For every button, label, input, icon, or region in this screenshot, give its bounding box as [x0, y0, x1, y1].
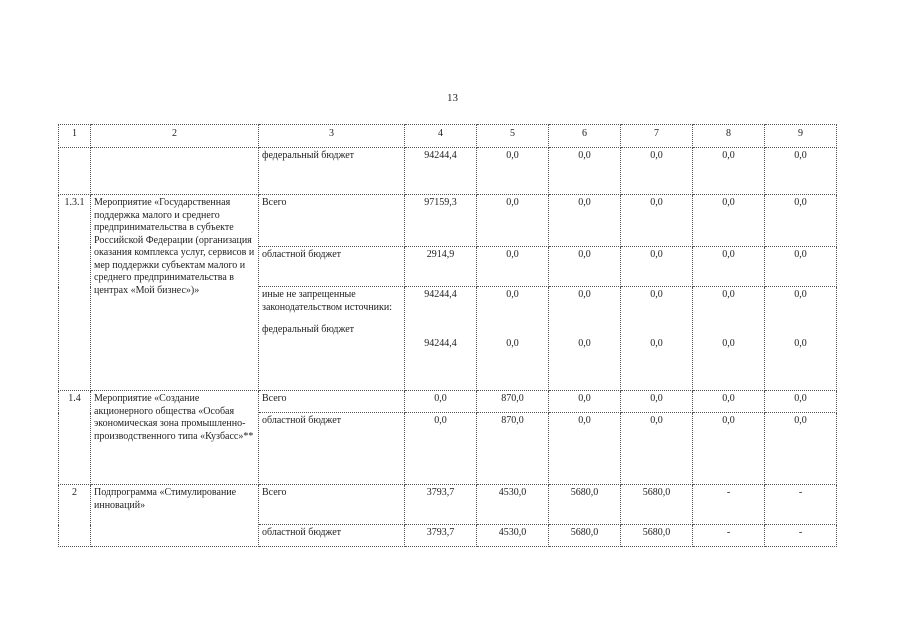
source-cell: Всего	[259, 485, 405, 525]
value-cell: 94244,4	[405, 148, 477, 195]
source-cell	[259, 287, 405, 391]
index-cell	[59, 148, 91, 195]
name-cell	[91, 148, 259, 195]
table-row	[59, 485, 837, 525]
value: 0,0	[506, 337, 519, 349]
value: 0,0	[722, 337, 735, 349]
value: 0,0	[650, 289, 663, 300]
index-cell: 1.3.1	[59, 195, 91, 391]
value-cell: 0,0	[549, 195, 621, 247]
value-cell: 5680,0	[621, 525, 693, 547]
header-cell: 3	[259, 125, 405, 148]
value: 0,0	[794, 337, 807, 349]
value-cell: 0,0	[693, 148, 765, 195]
header-cell: 9	[765, 125, 837, 148]
value-cell: 0,0	[549, 391, 621, 413]
header-cell: 8	[693, 125, 765, 148]
page-number: 13	[447, 92, 458, 104]
value-cell: -	[765, 525, 837, 547]
name-cell: Мероприятие «Государственная поддержка малого и среднего предпринимательства в субъекте Российской Федерации (организация оказания комплекса услуг, сервисов и мер поддержки субъектам малого и среднего предпринимательства в центрах «Мой бизнес»)»	[91, 195, 259, 391]
value-cell: 0,0	[405, 413, 477, 485]
table-row	[59, 148, 837, 195]
source-cell: областной бюджет	[259, 413, 405, 485]
header-cell: 6	[549, 125, 621, 148]
value-cell: -	[693, 525, 765, 547]
header-cell: 1	[59, 125, 91, 148]
value-cell: 3793,7	[405, 485, 477, 525]
value: 94244,4	[424, 337, 457, 349]
source-cell: областной бюджет	[259, 247, 405, 287]
value-cell: 0,0	[549, 148, 621, 195]
source-cell: Всего	[259, 391, 405, 413]
header-cell: 2	[91, 125, 259, 148]
value-cell: 0,0	[477, 195, 549, 247]
source-cell: областной бюджет	[259, 525, 405, 547]
value-cell	[621, 287, 693, 391]
value-cell: 0,0	[693, 391, 765, 413]
value-cell: 0,0	[621, 195, 693, 247]
value-cell: 0,0	[549, 247, 621, 287]
header-row	[59, 125, 837, 148]
value-cell: 5680,0	[549, 525, 621, 547]
index-cell: 1.4	[59, 391, 91, 485]
value-cell: -	[693, 485, 765, 525]
value: 94244,4	[424, 289, 457, 300]
value: 0,0	[578, 337, 591, 349]
value-cell	[477, 287, 549, 391]
value-cell	[405, 287, 477, 391]
value-cell: 4530,0	[477, 485, 549, 525]
value-cell: 0,0	[765, 148, 837, 195]
value-cell: 97159,3	[405, 195, 477, 247]
value-cell: 0,0	[621, 391, 693, 413]
value-cell	[765, 287, 837, 391]
value-cell: 0,0	[477, 247, 549, 287]
value: 0,0	[794, 289, 807, 300]
value-cell: 0,0	[765, 391, 837, 413]
value-cell: 870,0	[477, 413, 549, 485]
value: 0,0	[578, 289, 591, 300]
value-cell	[549, 287, 621, 391]
value-cell: 2914,9	[405, 247, 477, 287]
value-cell	[693, 287, 765, 391]
value-cell: 4530,0	[477, 525, 549, 547]
value-cell: 0,0	[693, 195, 765, 247]
name-cell: Подпрограмма «Стимулирование инноваций»	[91, 485, 259, 547]
value-cell: 3793,7	[405, 525, 477, 547]
source-sublabel: федеральный бюджет	[262, 324, 355, 335]
header-cell: 4	[405, 125, 477, 148]
source-cell: Всего	[259, 195, 405, 247]
header-cell: 5	[477, 125, 549, 148]
value-cell: 0,0	[549, 413, 621, 485]
value-cell: -	[765, 485, 837, 525]
value-cell: 0,0	[693, 413, 765, 485]
value: 0,0	[506, 289, 519, 300]
index-cell: 2	[59, 485, 91, 547]
value-cell: 0,0	[621, 413, 693, 485]
value-cell: 0,0	[693, 247, 765, 287]
name-cell: Мероприятие «Создание акционерного общества «Особая экономическая зона промышленно-производственного типа «Кузбасс»**	[91, 391, 259, 485]
value-cell: 5680,0	[549, 485, 621, 525]
value-cell: 0,0	[765, 413, 837, 485]
value-cell: 0,0	[621, 247, 693, 287]
value: 0,0	[722, 289, 735, 300]
header-cell: 7	[621, 125, 693, 148]
value-cell: 0,0	[477, 148, 549, 195]
value: 0,0	[650, 337, 663, 349]
source-label: иные не запрещенные законодательством источники:	[262, 289, 393, 313]
value-cell: 0,0	[621, 148, 693, 195]
value-cell: 870,0	[477, 391, 549, 413]
value-cell: 0,0	[765, 247, 837, 287]
value-cell: 0,0	[765, 195, 837, 247]
budget-table	[58, 124, 837, 547]
table-row	[59, 195, 837, 247]
value-cell: 0,0	[405, 391, 477, 413]
value-cell: 5680,0	[621, 485, 693, 525]
table-row	[59, 391, 837, 413]
source-cell: федеральный бюджет	[259, 148, 405, 195]
